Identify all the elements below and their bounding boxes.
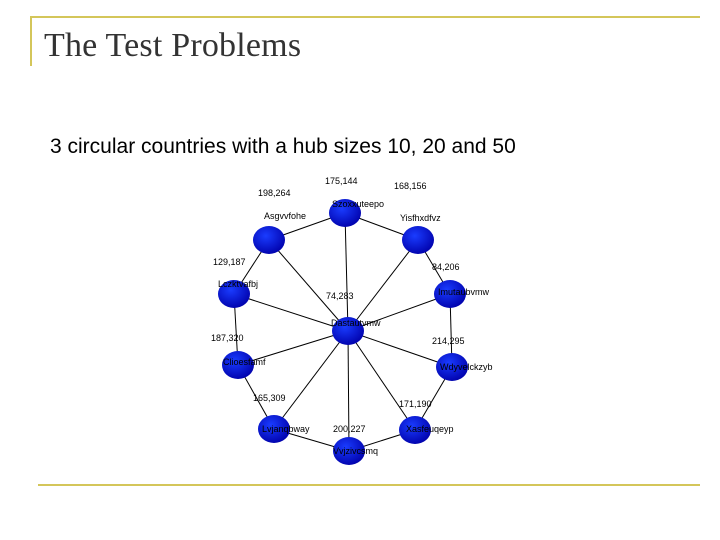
coord-label: 187,320 — [211, 333, 244, 343]
node-label: Clioesfamf — [223, 357, 266, 367]
spoke-edge — [348, 331, 415, 430]
node-label: Imutaubvmw — [438, 287, 490, 297]
coord-label: 74,283 — [326, 291, 354, 301]
node-label: Asgvvfohe — [264, 211, 307, 221]
coord-label: 168,156 — [394, 181, 427, 191]
node-label: Wdyvelckzyb — [440, 362, 493, 372]
node-yisfhxdfvz — [402, 226, 434, 254]
node-label: Xasfeuqeyp — [406, 424, 454, 434]
coord-label: 84,206 — [432, 262, 460, 272]
coord-label: 171,190 — [399, 399, 432, 409]
node-label: Szoxxuteepo — [332, 199, 385, 209]
slide-subtitle: 3 circular countries with a hub sizes 10, 20 and 50 — [50, 135, 516, 158]
node-label: Lczktvafbj — [218, 279, 259, 289]
node-label: Yisfhxdfvz — [400, 213, 441, 223]
coord-label: 129,187 — [213, 257, 246, 267]
coord-label: 200,227 — [333, 424, 366, 434]
coord-label: 165,309 — [253, 393, 286, 403]
slide-title: The Test Problems — [44, 27, 302, 64]
spoke-edge — [274, 331, 348, 429]
coord-label: 214,295 — [432, 336, 465, 346]
node-label: Vvjzivcsmq — [333, 446, 379, 456]
hub-label: Dastautvmw — [331, 318, 381, 328]
node-label: Lvjanqbway — [262, 424, 310, 434]
node-asgvvfohe — [253, 226, 285, 254]
coord-label: 198,264 — [258, 188, 291, 198]
coord-label: 175,144 — [325, 176, 358, 186]
spoke-edge — [345, 213, 348, 331]
